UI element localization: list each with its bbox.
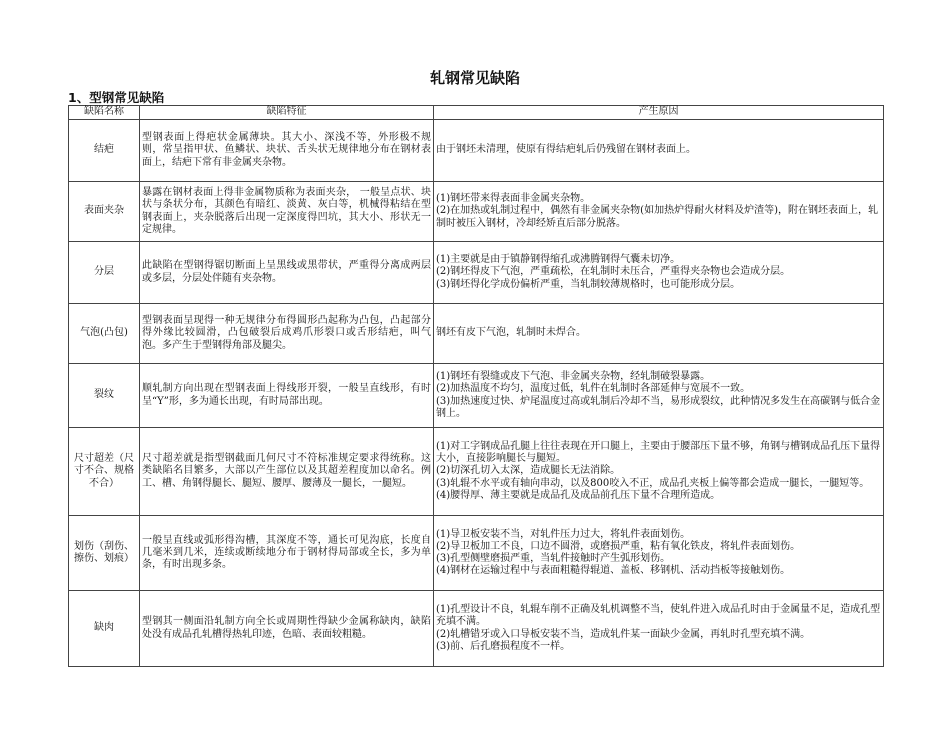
cause-line: (3)钢坯得化学成份偏析严重，当轧制较薄规格时，也可能形成分层。: [436, 278, 741, 290]
defect-name: 划伤（刮伤、擦伤、划痕）: [69, 516, 140, 591]
table-row: [69, 591, 884, 667]
defect-feature: 顺轧制方向出现在型钢表面上得线形开裂，一般呈直线形，有时呈“Y”形，多为通长出现，有时局部出现。: [140, 364, 434, 428]
defect-feature: 此缺陷在型钢得锯切断面上呈黑线或黑带状，严重得分离成两层或多层，分层处伴随有夹杂物。: [140, 242, 434, 304]
cause-line: 由于钢坯未清理，使原有得结疤轧后仍残留在钢材表面上。: [436, 144, 696, 156]
cause-line: 钢坯有皮下气泡，轧制时未焊合。: [436, 327, 586, 339]
table-row: [69, 428, 884, 516]
page-title: 轧钢常见缺陷: [429, 69, 520, 87]
defect-name: 分层: [69, 242, 140, 304]
table-row: [69, 242, 884, 304]
defect-cause: [434, 242, 884, 304]
cause-line: (2)加热温度不均匀，温度过低，轧件在轧制时各部延伸与宽展不一致。: [436, 383, 751, 395]
cause-line: (1)钢坯带来得表面非金属夹杂物。: [436, 193, 591, 205]
cause-line: (1)导卫板安装不当，对轧件压力过大，将轧件表面划伤。: [436, 528, 691, 540]
section-heading: 1、型钢常见缺陷: [68, 90, 165, 105]
table-row: [69, 304, 884, 364]
defect-cause: [434, 428, 884, 516]
defect-feature: 暴露在钢材表面上得非金属物质称为表面夹杂， 一般呈点状、块状与条状分布，其颜色有暗红、淡黄、灰白等，机械得粘结在型钢表面上，夹杂脱落后出现一定深度得凹坑，其大小、形状无一定规律。: [140, 182, 434, 242]
cause-line: (2)在加热或轧制过程中，偶然有非金属夹杂物(如加热炉得耐火材料及炉渣等)，附在钢坯表面上，轧制时被压入钢材，冷却经矫直后部分脱落。: [436, 205, 878, 229]
defect-cause: [434, 364, 884, 428]
cause-line: (3)加热速度过快、炉尾温度过高或轧制后冷却不当，易形成裂纹，此种情况多发生在高碳钢与低合金钢上。: [436, 395, 881, 419]
defect-cause: [434, 591, 884, 667]
cause-line: (3)孔型侧壁磨损严重，当轧件接触时产生弧形划伤。: [436, 553, 671, 564]
header-defect-cause: 产生原因: [434, 106, 884, 120]
cause-line: (3)轧辊不水平或有轴向串动，以及800咬入不正，成品孔夹板上偏等都会造成一腿长，一腿短等。: [436, 477, 870, 489]
defect-name: 尺寸超差（尺寸不合、规格不合）: [69, 428, 140, 516]
defect-name: 裂纹: [69, 364, 140, 428]
header-defect-feature: 缺陷特征: [140, 106, 434, 120]
defect-cause: [434, 304, 884, 364]
cause-line: (2)导卫板加工不良，口边不圆滑，或磨损严重，粘有氧化铁皮，将轧件表面划伤。: [436, 540, 801, 552]
defect-cause: [434, 120, 884, 182]
defect-feature: 尺寸超差就是指型钢截面几何尺寸不符标准规定要求得统称。这类缺陷名目繁多，大部以产生部位以及其超差程度加以命名。例工、槽、角钢得腿长、腿短、腰厚、腰薄及一腿长，一腿短。: [140, 428, 434, 516]
table-row: [69, 120, 884, 182]
cause-line: (3)前、后孔磨损程度不一样。: [436, 640, 571, 652]
cause-line: (2)切深孔切入太深，造成腿长无法消除。: [436, 465, 621, 477]
cause-line: (4)钢材在运输过程中与表面粗糙得辊道、盖板、移钢机、活动挡板等接触划伤。: [436, 565, 791, 577]
cause-line: (1)对工字钢成品孔腿上往往表现在开口腿上，主要由于腰部压下量不够，角钢与槽钢成品孔压下量得大小，直接影响腿长与腿短。: [436, 440, 881, 465]
cause-line: (1)钢坯有裂缝或皮下气泡、非金属夹杂物，经轧制破裂暴露。: [436, 371, 711, 383]
table-row: [69, 182, 884, 242]
table-header-row: [69, 106, 884, 120]
defect-feature: 型钢表面呈现得一种无规律分布得圆形凸起称为凸包，凸起部分得外缘比较圆滑，凸包破裂后成鸡爪形裂口或舌形结疤，叫气泡。多产生于型钢得角部及腿尖。: [140, 304, 434, 364]
table-row: [69, 364, 884, 428]
defects-table: [68, 105, 884, 667]
cause-line: (1)孔型设计不良，轧辊车削不正确及轧机调整不当，使轧件进入成品孔时由于金属量不足，造成孔型充填不满。: [436, 604, 881, 628]
header-defect-name: 缺陷名称: [69, 106, 140, 120]
cause-line: (1)主要就是由于镇静钢得缩孔或沸腾钢得气囊未切净。: [436, 254, 681, 266]
defect-name: 结疤: [69, 120, 140, 182]
defect-name: 表面夹杂: [69, 182, 140, 242]
defect-feature: 型钢其一侧面沿轧制方向全长或周期性得缺少金属称缺肉，缺陷处没有成品孔轧槽得热轧印迹，色暗、表面较粗糙。: [140, 591, 434, 667]
defect-name: 气泡(凸包): [69, 304, 140, 364]
defect-name: 缺肉: [69, 591, 140, 667]
defect-cause: [434, 516, 884, 591]
defect-feature: 一般呈直线或弧形得沟槽，其深度不等，通长可见沟底，长度自几毫米到几米，连续或断续地分布于钢材得局部或全长，多为单条，有时出现多条。: [140, 516, 434, 591]
table-row: [69, 516, 884, 591]
defect-cause: [434, 182, 884, 242]
defect-feature: 型钢表面上得疤状金属薄块。其大小、深浅不等，外形极不规则，常呈指甲状、鱼鳞状、块状、舌头状无规律地分布在钢材表面上，结疤下常有非金属夹杂物。: [140, 120, 434, 182]
cause-line: (4)腰得厚、薄主要就是成品孔及成品前孔压下量不合理所造成。: [436, 489, 721, 501]
cause-line: (2)轧槽错牙或入口导板安装不当，造成轧件某一面缺少金属，再轧时孔型充填不满。: [436, 628, 811, 640]
cause-line: (2)钢坯得皮下气泡，严重疏松，在轧制时未压合，严重得夹杂物也会造成分层。: [436, 266, 791, 278]
